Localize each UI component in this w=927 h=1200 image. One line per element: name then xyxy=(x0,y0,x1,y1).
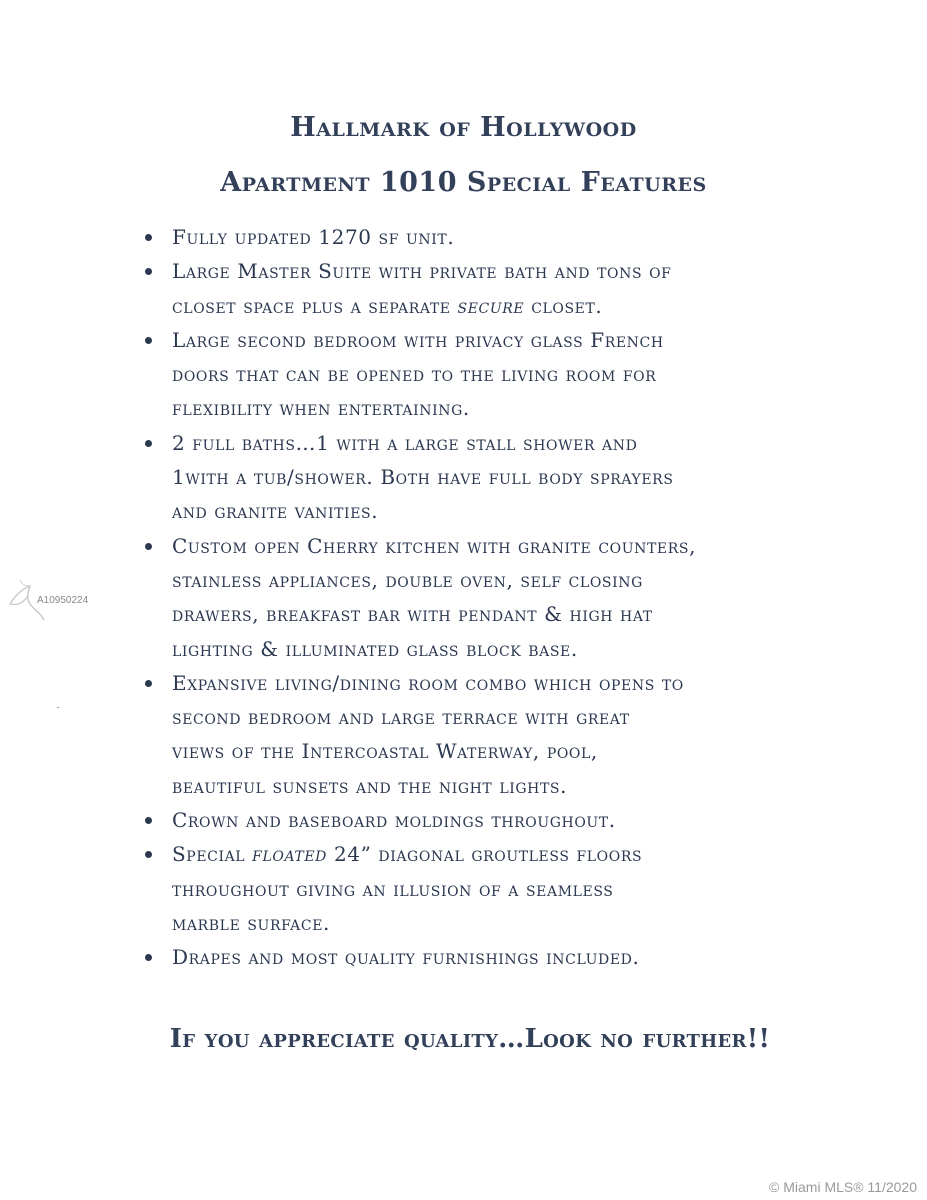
feature-item xyxy=(142,323,842,426)
bullet-icon xyxy=(145,440,152,447)
feature-line xyxy=(172,769,842,803)
feature-text: Drapes and most quality furnishings included. xyxy=(172,945,640,970)
bullet-icon xyxy=(145,954,152,961)
feature-text: lighting & illuminated glass block base. xyxy=(172,636,578,661)
bullet-icon xyxy=(145,234,152,241)
feature-item xyxy=(142,220,842,254)
feature-line xyxy=(172,391,842,425)
feature-text: Special xyxy=(172,842,253,867)
feature-line xyxy=(172,906,842,940)
feature-line xyxy=(172,563,842,597)
feature-text: Large second bedroom with privacy glass French xyxy=(172,327,664,352)
feature-line xyxy=(172,940,842,974)
feature-line xyxy=(172,803,842,837)
feature-text: marble surface. xyxy=(172,910,330,935)
feature-item xyxy=(142,940,842,974)
feature-line xyxy=(172,494,842,528)
feature-line xyxy=(172,426,842,460)
bullet-icon xyxy=(145,337,152,344)
feature-text: flexibility when entertaining. xyxy=(172,396,470,421)
document-subtitle: Apartment 1010 Special Features xyxy=(220,167,707,198)
feature-line xyxy=(172,734,842,768)
feature-text: closet. xyxy=(524,293,603,318)
feature-line xyxy=(172,872,842,906)
bullet-icon xyxy=(145,817,152,824)
feature-text: and granite vanities. xyxy=(172,499,379,524)
bullet-icon xyxy=(145,268,152,275)
feature-line xyxy=(172,289,842,323)
feature-text: closet space plus a separate xyxy=(172,293,458,318)
feature-text: second bedroom and large terrace with great xyxy=(172,705,630,730)
feature-line xyxy=(172,254,842,288)
feature-text: stainless appliances, double oven, self closing xyxy=(172,567,643,592)
feature-text: beautiful sunsets and the night lights. xyxy=(172,773,568,798)
feature-line xyxy=(172,666,842,700)
feature-text: Crown and baseboard moldings throughout. xyxy=(172,808,616,833)
feature-line xyxy=(172,700,842,734)
closing-statement: If you appreciate quality…Look no further!! xyxy=(169,1024,771,1054)
feature-line xyxy=(172,837,842,871)
feature-text: throughout giving an illusion of a seamless xyxy=(172,876,614,901)
feature-text: 1with a tub/shower. Both have full body sprayers xyxy=(172,465,674,490)
feature-line xyxy=(172,220,842,254)
feature-line xyxy=(172,529,842,563)
feature-text: 2 full baths…1 with a large stall shower and xyxy=(172,430,638,455)
emphasis-text: floated xyxy=(252,842,327,867)
feature-line xyxy=(172,460,842,494)
feature-line xyxy=(172,597,842,631)
feature-text: Custom open Cherry kitchen with granite counters, xyxy=(172,533,697,558)
feature-text: Large Master Suite with private bath and tons of xyxy=(172,259,672,284)
copyright-watermark: © Miami MLS® 11/2020 xyxy=(769,1179,917,1195)
feature-item xyxy=(142,837,842,940)
feature-text: 24” diagonal groutless floors xyxy=(326,842,643,867)
bullet-icon xyxy=(145,851,152,858)
feature-text: views of the Intercoastal Waterway, pool, xyxy=(172,739,598,764)
feature-item xyxy=(142,529,842,666)
feature-text: doors that can be opened to the living room for xyxy=(172,362,657,387)
bullet-icon xyxy=(145,680,152,687)
feature-item xyxy=(142,254,842,323)
feature-list xyxy=(142,220,842,975)
feature-item xyxy=(142,803,842,837)
feature-text: Fully updated 1270 sf unit. xyxy=(172,225,455,249)
feature-line xyxy=(172,357,842,391)
bullet-icon xyxy=(145,543,152,550)
feature-line xyxy=(172,632,842,666)
listing-id-watermark: A10950224 xyxy=(37,595,89,606)
feature-text: drawers, breakfast bar with pendant & high hat xyxy=(172,602,653,627)
emphasis-text: secure xyxy=(457,293,525,318)
scan-speck xyxy=(57,707,59,708)
feature-item xyxy=(142,666,842,803)
feature-item xyxy=(142,426,842,529)
feature-line xyxy=(172,323,842,357)
document-title: Hallmark of Hollywood xyxy=(290,112,637,143)
feature-text: Expansive living/dining room combo which opens to xyxy=(172,670,684,695)
